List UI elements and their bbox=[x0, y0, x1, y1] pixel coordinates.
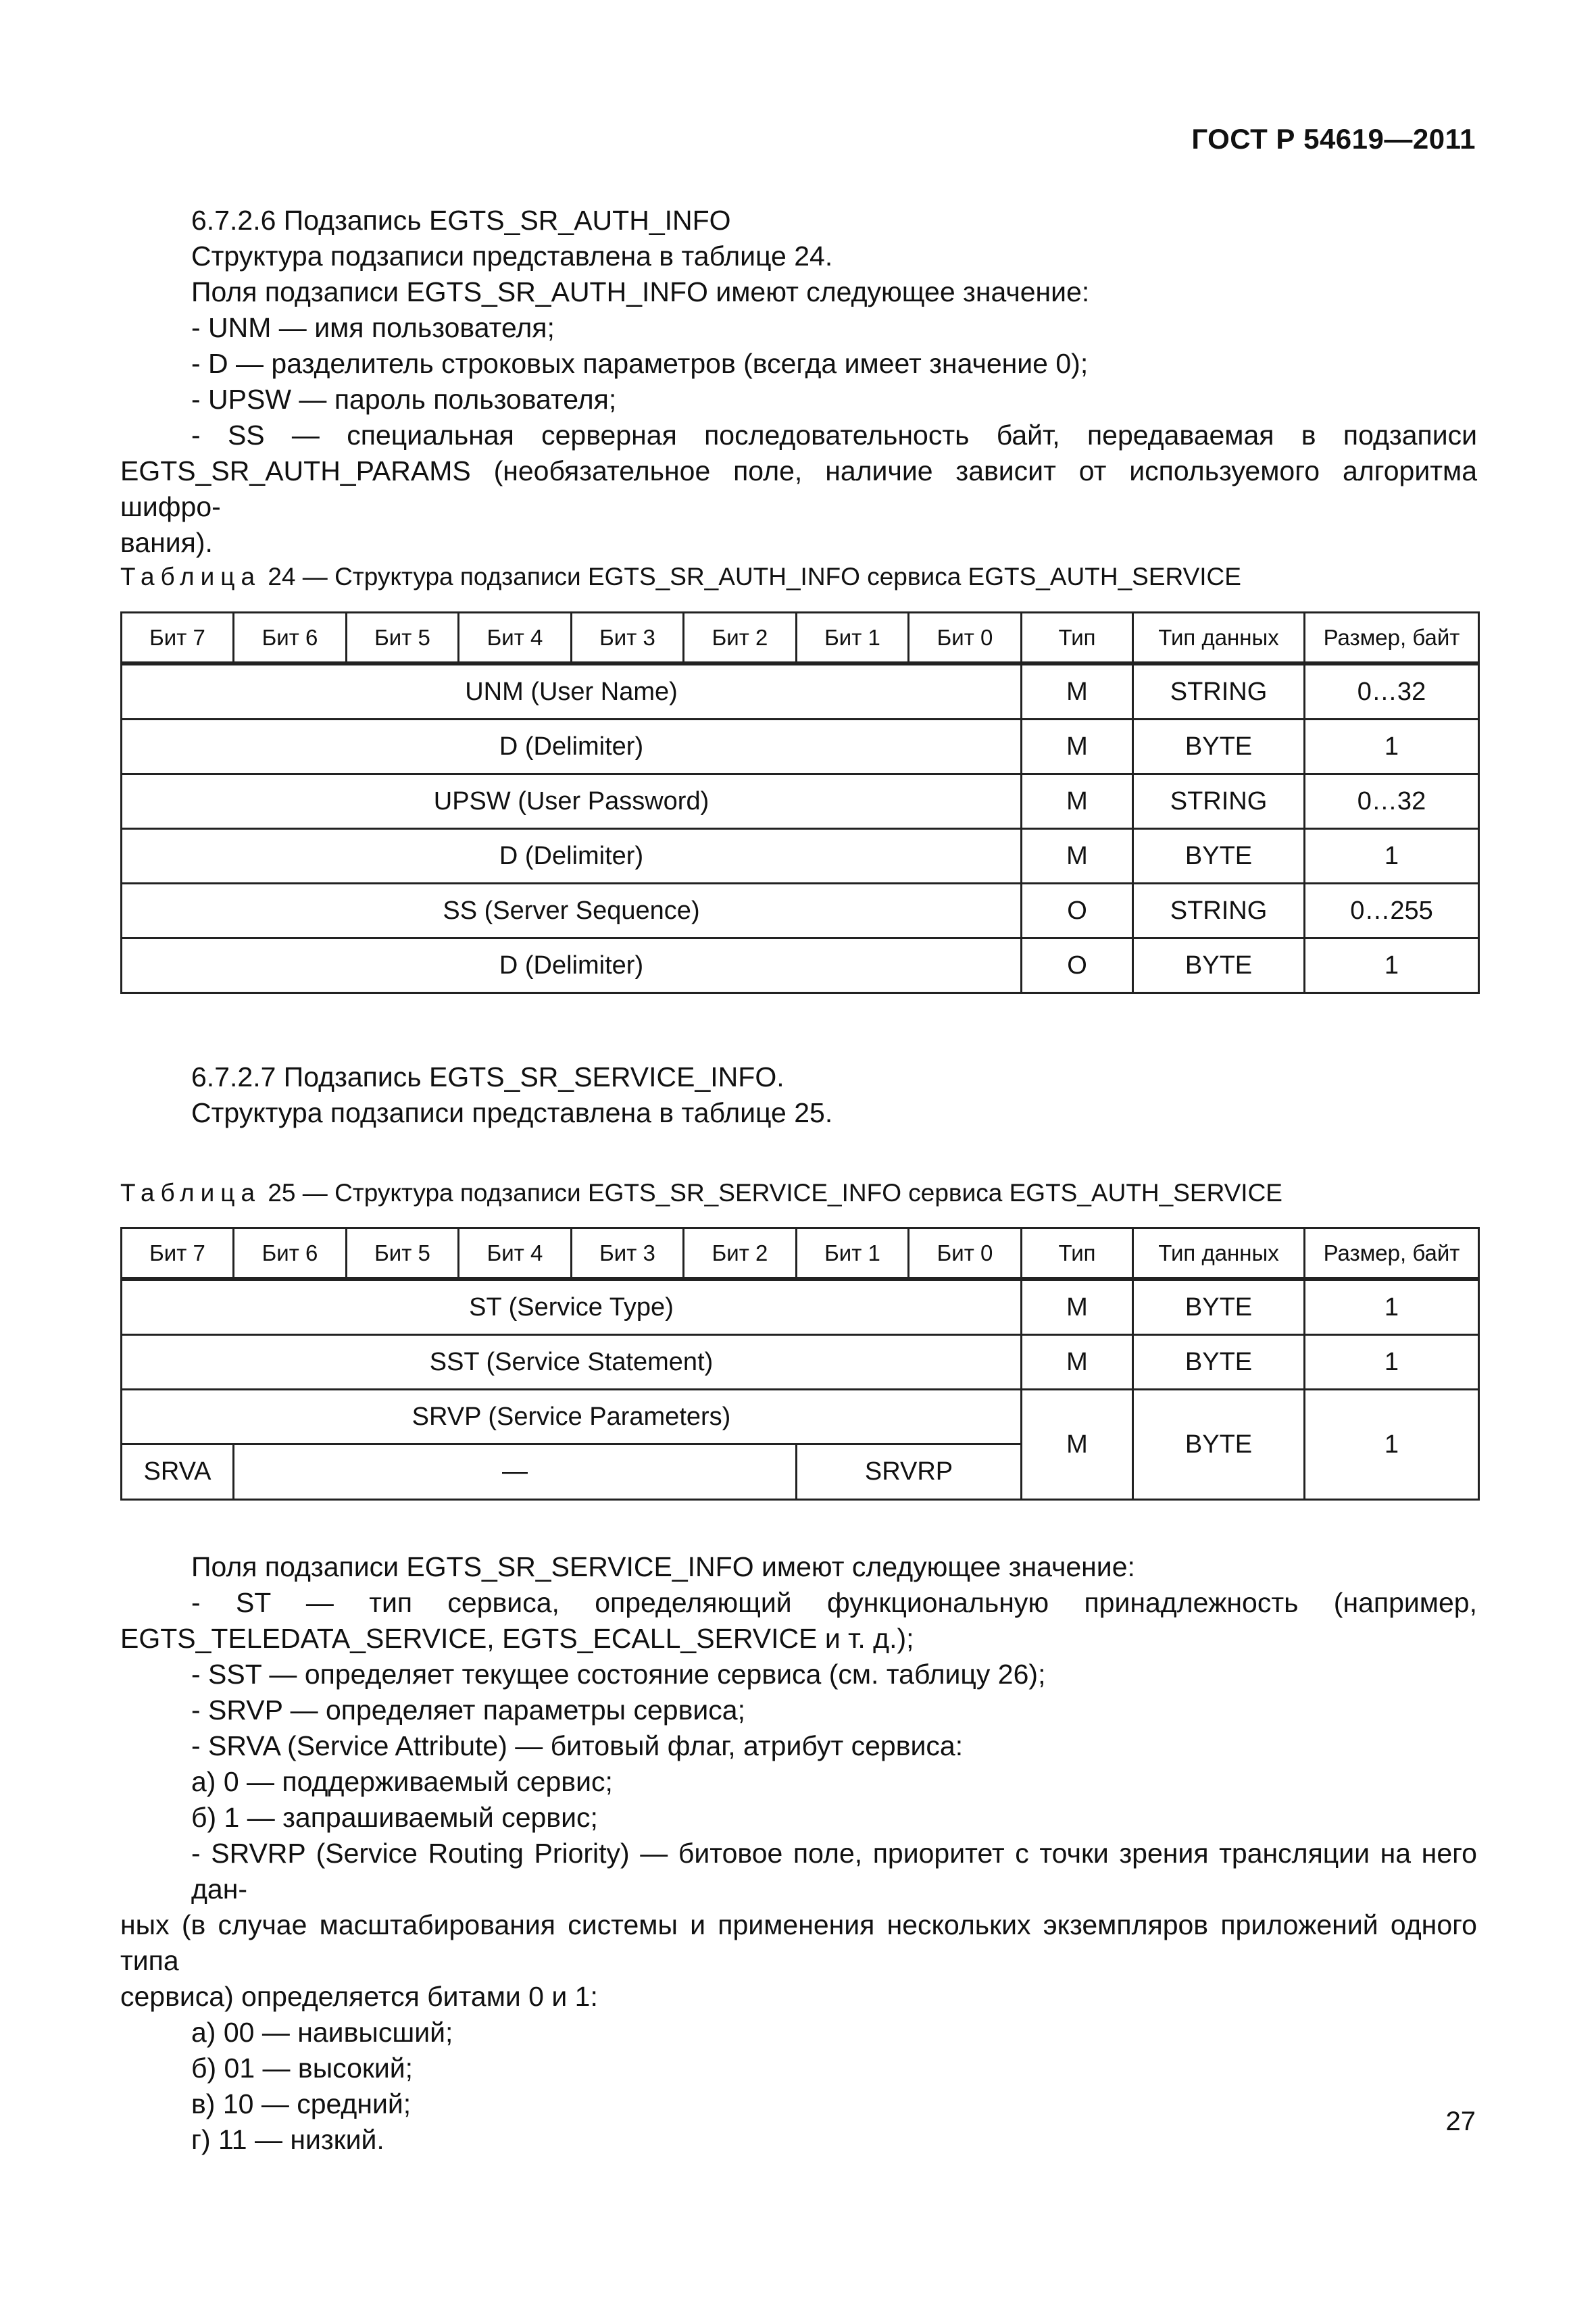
header-cell: Тип bbox=[1022, 613, 1133, 664]
header-cell: Бит 2 bbox=[684, 1228, 797, 1280]
list-item: а) 0 — поддерживаемый сервис; bbox=[191, 1766, 613, 1797]
list-item: г) 11 — низкий. bbox=[191, 2124, 384, 2155]
field-cell: SRVP (Service Parameters) bbox=[122, 1390, 1022, 1444]
header-cell: Тип bbox=[1022, 1228, 1133, 1280]
paragraph-continuation: вания). bbox=[120, 527, 213, 558]
header-cell: Бит 4 bbox=[459, 1228, 572, 1280]
table-header-row bbox=[122, 1228, 1479, 1280]
paragraph-continuation: EGTS_SR_AUTH_PARAMS (необязательное поле, наличие зависит от используемого алгоритма шифро- bbox=[120, 455, 1477, 522]
size-cell: 1 bbox=[1305, 1390, 1479, 1500]
size-cell: 1 bbox=[1305, 829, 1479, 884]
table-caption-text: 25 — Структура подзаписи EGTS_SR_SERVICE_INFO сервиса EGTS_AUTH_SERVICE bbox=[268, 1179, 1282, 1207]
table-caption bbox=[120, 563, 1241, 591]
header-cell: Бит 5 bbox=[347, 1228, 459, 1280]
type-cell: M bbox=[1022, 663, 1133, 720]
list-item: б) 1 — запрашиваемый сервис; bbox=[191, 1802, 598, 1833]
list-item: - D — разделитель строковых параметров (всегда имеет значение 0); bbox=[191, 348, 1089, 379]
table-row bbox=[122, 663, 1479, 720]
header-cell: Размер, байт bbox=[1305, 613, 1479, 664]
header-cell: Бит 3 bbox=[572, 613, 684, 664]
header-cell: Тип данных bbox=[1133, 613, 1305, 664]
list-item: - SRVRP (Service Routing Priority) — битовое поле, приоритет с точки зрения трансляции на него дан- bbox=[191, 1838, 1477, 1905]
header-cell: Бит 6 bbox=[234, 613, 347, 664]
paragraph-continuation: ных (в случае масштабирования системы и применения нескольких экземпляров приложений одного типа bbox=[120, 1909, 1477, 1976]
table-caption-text: 24 — Структура подзаписи EGTS_SR_AUTH_INFO сервиса EGTS_AUTH_SERVICE bbox=[268, 563, 1241, 590]
table-25 bbox=[120, 1227, 1480, 1501]
type-cell: M bbox=[1022, 720, 1133, 774]
list-item: - ST — тип сервиса, определяющий функциональную принадлежность (например, bbox=[191, 1587, 1477, 1618]
table-row bbox=[122, 938, 1479, 993]
table-row bbox=[122, 1390, 1479, 1444]
datatype-cell: STRING bbox=[1133, 884, 1305, 938]
header-cell: Бит 0 bbox=[909, 1228, 1022, 1280]
header-cell: Размер, байт bbox=[1305, 1228, 1479, 1280]
table-row bbox=[122, 774, 1479, 829]
paragraph-continuation: EGTS_TELEDATA_SERVICE, EGTS_ECALL_SERVICE и т. д.); bbox=[120, 1623, 914, 1654]
list-item: - UPSW — пароль пользователя; bbox=[191, 384, 617, 415]
size-cell: 0…32 bbox=[1305, 663, 1479, 720]
srvrp-cell: SRVRP bbox=[797, 1444, 1022, 1500]
paragraph: Поля подзаписи EGTS_SR_SERVICE_INFO имеют следующее значение: bbox=[191, 1551, 1135, 1582]
size-cell: 0…255 bbox=[1305, 884, 1479, 938]
field-cell: ST (Service Type) bbox=[122, 1279, 1022, 1335]
field-cell: SST (Service Statement) bbox=[122, 1335, 1022, 1390]
datatype-cell: STRING bbox=[1133, 663, 1305, 720]
list-item: б) 01 — высокий; bbox=[191, 2053, 414, 2084]
type-cell: M bbox=[1022, 1279, 1133, 1335]
list-item: - SS — специальная серверная последовательность байт, передаваемая в подзаписи bbox=[191, 420, 1477, 451]
table-header-row bbox=[122, 613, 1479, 664]
size-cell: 0…32 bbox=[1305, 774, 1479, 829]
table-row bbox=[122, 884, 1479, 938]
table-row bbox=[122, 829, 1479, 884]
paragraph-continuation: сервиса) определяется битами 0 и 1: bbox=[120, 1981, 598, 2012]
datatype-cell: BYTE bbox=[1133, 720, 1305, 774]
list-item: - SST — определяет текущее состояние сервиса (см. таблицу 26); bbox=[191, 1659, 1046, 1690]
srva-cell: SRVA bbox=[122, 1444, 234, 1500]
datatype-cell: BYTE bbox=[1133, 829, 1305, 884]
reserved-cell: — bbox=[234, 1444, 797, 1500]
list-item: - UNM — имя пользователя; bbox=[191, 312, 555, 343]
field-cell: D (Delimiter) bbox=[122, 829, 1022, 884]
paragraph: Структура подзаписи представлена в таблице 25. bbox=[191, 1097, 833, 1128]
table-row bbox=[122, 1335, 1479, 1390]
type-cell: M bbox=[1022, 829, 1133, 884]
list-item: в) 10 — средний; bbox=[191, 2088, 412, 2119]
field-cell: D (Delimiter) bbox=[122, 938, 1022, 993]
header-cell: Бит 5 bbox=[347, 613, 459, 664]
type-cell: M bbox=[1022, 1390, 1133, 1500]
datatype-cell: BYTE bbox=[1133, 1335, 1305, 1390]
header-cell: Бит 6 bbox=[234, 1228, 347, 1280]
list-item: - SRVP — определяет параметры сервиса; bbox=[191, 1694, 745, 1726]
size-cell: 1 bbox=[1305, 1279, 1479, 1335]
header-cell: Бит 2 bbox=[684, 613, 797, 664]
header-cell: Бит 1 bbox=[797, 1228, 909, 1280]
header-cell: Тип данных bbox=[1133, 1228, 1305, 1280]
list-item: - SRVA (Service Attribute) — битовый флаг, атрибут сервиса: bbox=[191, 1730, 964, 1761]
table-caption-word: Таблица bbox=[120, 563, 261, 590]
section-auth-info bbox=[120, 203, 1477, 561]
type-cell: O bbox=[1022, 884, 1133, 938]
paragraph: Поля подзаписи EGTS_SR_AUTH_INFO имеют следующее значение: bbox=[191, 276, 1090, 307]
header-cell: Бит 3 bbox=[572, 1228, 684, 1280]
table-row bbox=[122, 1279, 1479, 1335]
size-cell: 1 bbox=[1305, 720, 1479, 774]
document-code: ГОСТ Р 54619—2011 bbox=[1191, 123, 1476, 155]
field-cell: SS (Server Sequence) bbox=[122, 884, 1022, 938]
field-cell: UNM (User Name) bbox=[122, 663, 1022, 720]
type-cell: M bbox=[1022, 1335, 1133, 1390]
type-cell: M bbox=[1022, 774, 1133, 829]
datatype-cell: STRING bbox=[1133, 774, 1305, 829]
field-cell: UPSW (User Password) bbox=[122, 774, 1022, 829]
type-cell: O bbox=[1022, 938, 1133, 993]
datatype-cell: BYTE bbox=[1133, 938, 1305, 993]
size-cell: 1 bbox=[1305, 938, 1479, 993]
header-cell: Бит 7 bbox=[122, 613, 234, 664]
table-caption bbox=[120, 1179, 1282, 1207]
section-service-fields bbox=[120, 1549, 1477, 2158]
datatype-cell: BYTE bbox=[1133, 1390, 1305, 1500]
header-cell: Бит 7 bbox=[122, 1228, 234, 1280]
list-item: а) 00 — наивысший; bbox=[191, 2017, 453, 2048]
section-heading: 6.7.2.7 Подзапись EGTS_SR_SERVICE_INFO. bbox=[191, 1061, 784, 1092]
size-cell: 1 bbox=[1305, 1335, 1479, 1390]
table-row bbox=[122, 720, 1479, 774]
header-cell: Бит 0 bbox=[909, 613, 1022, 664]
section-heading: 6.7.2.6 Подзапись EGTS_SR_AUTH_INFO bbox=[191, 205, 731, 236]
header-cell: Бит 4 bbox=[459, 613, 572, 664]
table-caption-word: Таблица bbox=[120, 1179, 261, 1207]
header-cell: Бит 1 bbox=[797, 613, 909, 664]
datatype-cell: BYTE bbox=[1133, 1279, 1305, 1335]
field-cell: D (Delimiter) bbox=[122, 720, 1022, 774]
paragraph: Структура подзаписи представлена в таблице 24. bbox=[191, 241, 833, 272]
section-service-info bbox=[120, 1059, 1477, 1131]
page-number: 27 bbox=[1445, 2107, 1476, 2136]
table-24 bbox=[120, 611, 1480, 994]
